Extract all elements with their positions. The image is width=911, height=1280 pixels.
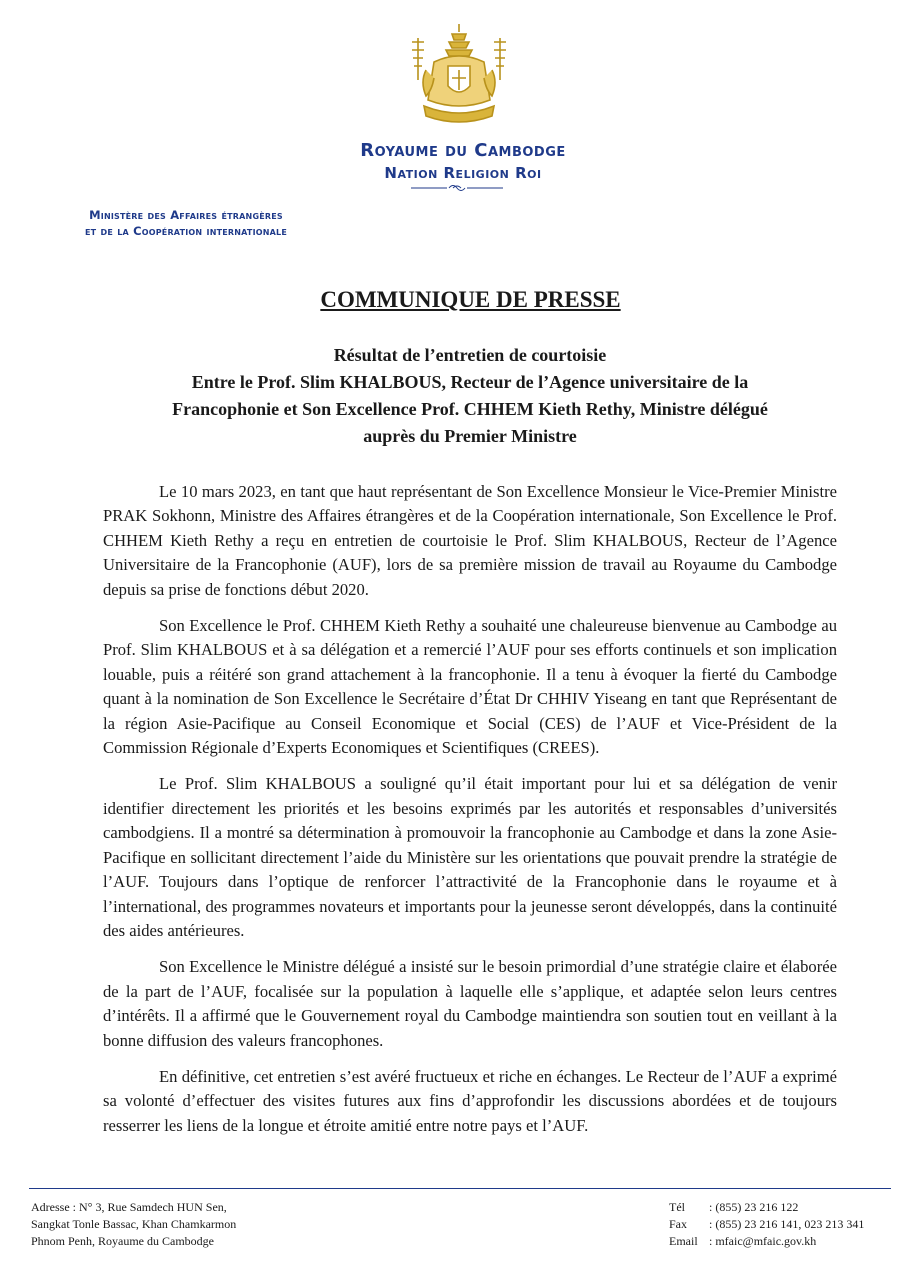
email-label: Email [669, 1234, 698, 1248]
royal-emblem-icon [404, 20, 514, 132]
subtitle-line-1: Résultat de l’entretien de courtoisie [333, 345, 607, 365]
address-line-2: Sangkat Tonle Bassac, Khan Chamkarmon [31, 1217, 237, 1231]
footer-divider [29, 1188, 891, 1189]
national-motto: Nation Religion Roi [384, 164, 542, 182]
footer-contact [669, 1199, 864, 1250]
footer-address [31, 1199, 236, 1250]
kingdom-name: Royaume du Cambodge [360, 140, 566, 161]
ministry-line-1: Ministère des Affaires étrangères [89, 208, 283, 222]
subtitle-line-2: Entre le Prof. Slim KHALBOUS, Recteur de l’Agence universitaire de la [191, 372, 749, 392]
kingdom-heading [300, 140, 626, 183]
contact-email [669, 1233, 864, 1250]
subtitle-line-4: auprès du Premier Ministre [363, 426, 577, 446]
subtitle-line-3: Francophonie et Son Excellence Prof. CHHEM Kieth Rethy, Ministre délégué [172, 399, 768, 419]
ministry-line-2: et de la Coopération internationale [84, 224, 288, 238]
fax-value: : (855) 23 216 141, 023 213 341 [709, 1217, 865, 1231]
paragraph: En définitive, cet entretien s’est avéré fructueux et riche en échanges. Le Recteur de l’AUF a exprimé sa volonté d’effectuer des visites futures aux fins d’approfondir les discussions abordées et de toujours resserrer les liens de la longue et étroite amitié entre notre pays et l’AUF. [103, 1066, 837, 1135]
paragraph: Le 10 mars 2023, en tant que haut représentant de Son Excellence Monsieur le Vice-Premier Ministre PRAK Sokhonn, Ministre des Affaires étrangères et de la Coopération internationale, Son Excellence le Prof. CHHEM Kieth Rethy a reçu en entretien de courtoisie le Prof. Slim KHALBOUS, Recteur de l’Agence Universitaire de la Francophonie (AUF), lors de sa première mission de travail au Royaume du Cambodge depuis sa prise de fonctions début 2020. [103, 482, 837, 599]
address-line-1: Adresse : N° 3, Rue Samdech HUN Sen, [31, 1200, 227, 1214]
document-title: COMMUNIQUE DE PRESSE [320, 287, 621, 312]
email-value[interactable]: : mfaic@mfaic.gov.kh [709, 1234, 817, 1248]
tel-label: Tél [669, 1200, 685, 1214]
address-line-3: Phnom Penh, Royaume du Cambodge [31, 1234, 214, 1248]
paragraph: Son Excellence le Ministre délégué a insisté sur le besoin primordial d’une stratégie claire et élaborée de la part de l’AUF, focalisée sur la population à laquelle elle s’applique, et adaptée selon leurs centres d’intérêts. Il a affirmé que le Gouvernement royal du Cambodge maintiendra son soutien tout en veillant à la bonne diffusion des valeurs francophones. [103, 957, 837, 1050]
document-subtitle [110, 342, 830, 450]
contact-fax [669, 1216, 864, 1233]
document-body [103, 480, 837, 1150]
ministry-heading [36, 207, 336, 239]
contact-tel [669, 1199, 864, 1216]
paragraph: Le Prof. Slim KHALBOUS a souligné qu’il était important pour lui et sa délégation de venir identifier directement les priorités et les besoins exprimés par les autorités et responsables d’universités cambodgiens. Il a montré sa détermination à promouvoir la francophonie au Cambodge et dans la zone Asie-Pacifique en sollicitant directement l’aide du Ministère sur les orientations que pouvait prendre la stratégie de l’AUF. Toujours dans l’optique de renforcer l’attractivité de la Francophonie dans le royaume et à l’international, des programmes novateurs et importants pour la jeunesse seront développés, dans la continuité des aides antérieures. [103, 774, 837, 940]
ornament-divider-icon [407, 183, 507, 193]
paragraph: Son Excellence le Prof. CHHEM Kieth Rethy a souhaité une chaleureuse bienvenue au Cambodge au Prof. Slim KHALBOUS et à sa délégation et a remercié l’AUF pour ses efforts continuels et son implication louable, puis a réitéré son grand attachement à la francophonie. Il a tenu à évoquer la fierté du Cambodge quant à la nomination de Son Excellence le Secrétaire d’État Dr CHHIV Yiseang en tant que Représentant de la région Asie-Pacifique au Conseil Economique et Social (CES) de l’AUF et Vice-Président de la Commission Régionale d’Experts Economiques et Scientifiques (CREES). [103, 616, 837, 758]
tel-value: : (855) 23 216 122 [709, 1200, 799, 1214]
fax-label: Fax [669, 1217, 687, 1231]
